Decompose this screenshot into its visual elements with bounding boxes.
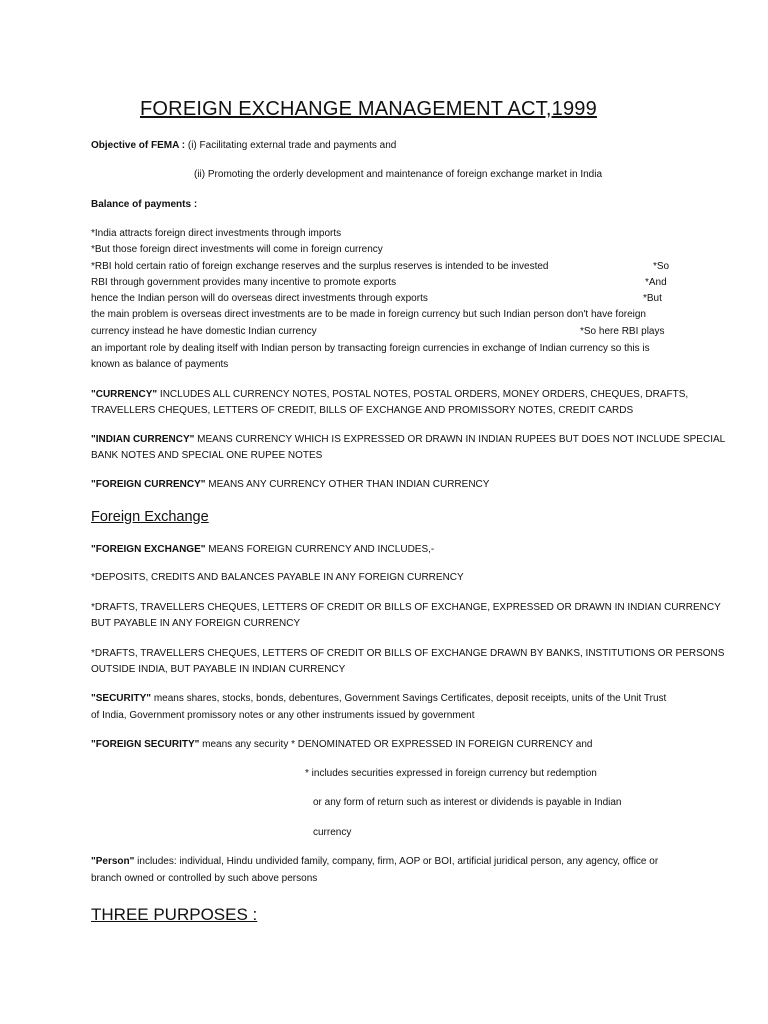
- person-text: includes: individual, Hindu undivided family, company, firm, AOP or BOI, artificial juridical person, any agency, office or: [134, 856, 659, 867]
- currency-definition: [91, 388, 688, 401]
- currency-text: INCLUDES ALL CURRENCY NOTES, POSTAL NOTES, POSTAL ORDERS, MONEY ORDERS, CHEQUES, DRAFTS,: [157, 389, 689, 400]
- foreign-security-definition: [91, 738, 592, 751]
- bop-line-tail: *So here RBI plays: [580, 326, 665, 337]
- security-definition: [91, 692, 666, 705]
- bop-line: an important role by dealing itself with Indian person by transacting foreign currencies in exchange of Indian currency so this is: [91, 343, 650, 354]
- indian-currency-text: MEANS CURRENCY WHICH IS EXPRESSED OR DRAWN IN INDIAN RUPEES BUT DOES NOT INCLUDE SPECIAL: [194, 434, 726, 445]
- objective-label: Objective of FEMA :: [91, 140, 186, 151]
- foreign-security-text: means any security * DENOMINATED OR EXPRESSED IN FOREIGN CURRENCY and: [199, 739, 593, 750]
- bop-line: currency instead he have domestic Indian currency: [91, 326, 317, 337]
- three-purposes-heading: THREE PURPOSES :: [91, 905, 258, 924]
- foreign-security-cont: currency: [313, 827, 352, 838]
- security-text: means shares, stocks, bonds, debentures, Government Savings Certificates, deposit receipts, units of the Unit Trust: [151, 693, 667, 704]
- bop-line: *But those foreign direct investments will come in foreign currency: [91, 244, 383, 255]
- foreign-currency-term: "FOREIGN CURRENCY": [91, 479, 206, 490]
- currency-definition-cont: TRAVELLERS CHEQUES, LETTERS OF CREDIT, BILLS OF EXCHANGE AND PROMISSORY NOTES, CREDIT CARDS: [91, 405, 634, 416]
- foreign-currency-text: MEANS ANY CURRENCY OTHER THAN INDIAN CURRENCY: [205, 479, 490, 490]
- bop-line: known as balance of payments: [91, 359, 229, 370]
- person-term: "Person": [91, 856, 135, 867]
- objective-line-1: [91, 139, 396, 152]
- fx-bullet: *DRAFTS, TRAVELLERS CHEQUES, LETTERS OF CREDIT OR BILLS OF EXCHANGE, EXPRESSED OR DRAWN IN INDIAN CURRENCY: [91, 602, 721, 613]
- indian-currency-definition-cont: BANK NOTES AND SPECIAL ONE RUPEE NOTES: [91, 450, 323, 461]
- bop-line: *India attracts foreign direct investments through imports: [91, 228, 342, 239]
- objective-line-2: (ii) Promoting the orderly development and maintenance of foreign exchange market in India: [194, 169, 603, 180]
- bop-line: the main problem is overseas direct investments are to be made in foreign currency but such Indian person don't have foreign: [91, 309, 646, 320]
- document-title: FOREIGN EXCHANGE MANAGEMENT ACT,1999: [140, 98, 597, 120]
- foreign-security-term: "FOREIGN SECURITY": [91, 739, 200, 750]
- foreign-exchange-term: "FOREIGN EXCHANGE": [91, 544, 206, 555]
- person-definition: [91, 855, 658, 868]
- bop-line: *RBI hold certain ratio of foreign exchange reserves and the surplus reserves is intended to be invested: [91, 261, 549, 272]
- fx-bullet-cont: OUTSIDE INDIA, BUT PAYABLE IN INDIAN CURRENCY: [91, 664, 346, 675]
- currency-term: "CURRENCY": [91, 389, 158, 400]
- person-definition-cont: branch owned or controlled by such above persons: [91, 873, 318, 884]
- indian-currency-definition: [91, 433, 725, 446]
- indian-currency-term: "INDIAN CURRENCY": [91, 434, 195, 445]
- security-definition-cont: of India, Government promissory notes or any other instruments issued by government: [91, 710, 475, 721]
- fx-bullet: *DEPOSITS, CREDITS AND BALANCES PAYABLE IN ANY FOREIGN CURRENCY: [91, 572, 464, 583]
- foreign-exchange-text: MEANS FOREIGN CURRENCY AND INCLUDES,-: [205, 544, 435, 555]
- bop-heading: Balance of payments :: [91, 199, 198, 210]
- foreign-exchange-definition: [91, 543, 434, 556]
- bop-line-tail: *And: [645, 277, 667, 288]
- security-term: "SECURITY": [91, 693, 152, 704]
- bop-line-tail: *So: [653, 261, 670, 272]
- foreign-security-cont: * includes securities expressed in foreign currency but redemption: [305, 768, 597, 779]
- bop-line-tail: *But: [643, 293, 662, 304]
- bop-line: hence the Indian person will do overseas direct investments through exports: [91, 293, 428, 304]
- foreign-currency-definition: [91, 478, 489, 491]
- foreign-exchange-heading: Foreign Exchange: [91, 509, 209, 525]
- objective-text-1: (i) Facilitating external trade and payments and: [187, 140, 397, 151]
- bop-line: RBI through government provides many incentive to promote exports: [91, 277, 397, 288]
- foreign-security-cont: or any form of return such as interest or dividends is payable in Indian: [313, 797, 622, 808]
- fx-bullet-cont: BUT PAYABLE IN ANY FOREIGN CURRENCY: [91, 618, 301, 629]
- fx-bullet: *DRAFTS, TRAVELLERS CHEQUES, LETTERS OF CREDIT OR BILLS OF EXCHANGE DRAWN BY BANKS, INSTITUTIONS OR PERSONS: [91, 648, 725, 659]
